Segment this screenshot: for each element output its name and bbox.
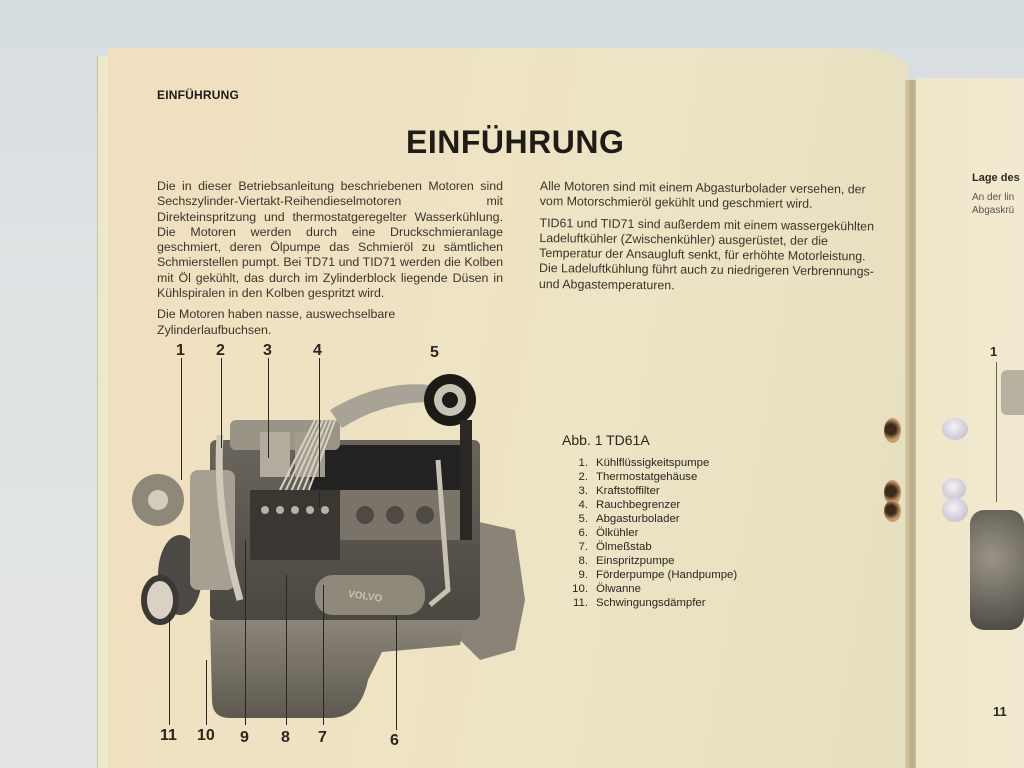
legend-item: 3. Kraftstoffilter [578,485,660,497]
callout-2: 2 [216,342,225,359]
paragraph: Alle Motoren sind mit einem Abgasturbolader versehen, der vom Motorschmieröl gekühlt und geschmiert wird. [539,179,866,212]
right-text-column [539,179,880,302]
right-callout-1: 1 [990,344,998,359]
right-callout-11: 11 [993,704,1007,719]
right-page-heading: Lage des [972,172,1020,184]
leader-line [221,358,222,448]
leader-line [323,585,324,725]
left-text-column [157,179,503,344]
legend-item: 8. Einspritzpumpe [578,555,675,567]
callout-3: 3 [263,342,272,359]
legend-item: 10. Ölwanne [572,583,641,595]
punch-hole [884,418,901,443]
running-head: EINFÜHRUNG [157,88,239,102]
legend-item: 11. Schwingungsdämpfer [573,597,706,609]
page-title: EINFÜHRUNG [406,124,625,160]
paragraph: Die in dieser Betriebsanleitung beschriebenen Motoren sind Sechszylinder-Viertakt-Reihendieselmotoren mit Direkteinspritzung und thermostatgeregelter Wasserkühlung. Die Motoren werden durch eine Druckschmieranlage geschmiert, deren Ölpumpe das Schmieröl zu sämtlichen Schmierstellen pumpt. Bei TD71 und TID71 werden die Kolben mit Öl gekühlt, das durch im Zylinderblock liegende Düsen in Kühlspiralen in den Kolben gespritzt wird. [157,179,503,301]
right-page-engine-fragment [965,370,1024,690]
callout-10: 10 [197,727,215,744]
callout-4: 4 [313,342,322,359]
engine-drawing [120,340,540,760]
legend-item: 9. Förderpumpe (Handpumpe) [578,569,738,581]
legend-item: 4. Rauchbegrenzer [578,499,681,511]
leader-line [181,358,182,480]
right-page-text: An der lin Abgaskrü [972,192,1015,216]
punch-hole [884,500,901,522]
callout-5: 5 [430,344,439,361]
callout-9: 9 [240,729,249,746]
callout-11: 11 [160,727,177,744]
svg-text:VOLVO: VOLVO [347,588,383,605]
callout-1: 1 [176,342,185,359]
callout-6: 6 [390,732,399,749]
legend-item: 5. Abgasturbolader [578,513,680,525]
leader-line [396,615,397,730]
figure-caption: Abb. 1 TD61A [562,432,650,448]
legend-item: 7. Ölmeßstab [578,541,652,553]
figure-legend [563,456,737,610]
legend-item: 1. Kühlflüssigkeitspumpe [578,457,710,469]
leader-line [245,540,246,725]
legend-item: 6. Ölkühler [578,527,639,539]
punch-hole [942,478,966,500]
leader-line [286,575,287,725]
engine-illustration [120,340,540,760]
legend-item: 2. Thermostatgehäuse [578,471,698,483]
leader-line [319,358,320,508]
leader-line [169,615,170,725]
leader-line [206,660,207,725]
paragraph: TID61 und TID71 sind außerdem mit einem wassergekühlten Ladeluftkühler (Zwischenkühler) ausgerüstet, der die Temperatur der Ansaugluft senkt, für erhöhte Motorleistung. Die Ladeluftkühlung führt auch zu niedrigeren Verbrennungs- und Abgastemperaturen. [538,215,875,293]
leader-line [268,358,269,458]
callout-7: 7 [318,729,327,746]
callout-8: 8 [281,729,290,746]
paragraph: Die Motoren haben nasse, auswechselbare Zylinderlaufbuchsen. [157,307,396,337]
